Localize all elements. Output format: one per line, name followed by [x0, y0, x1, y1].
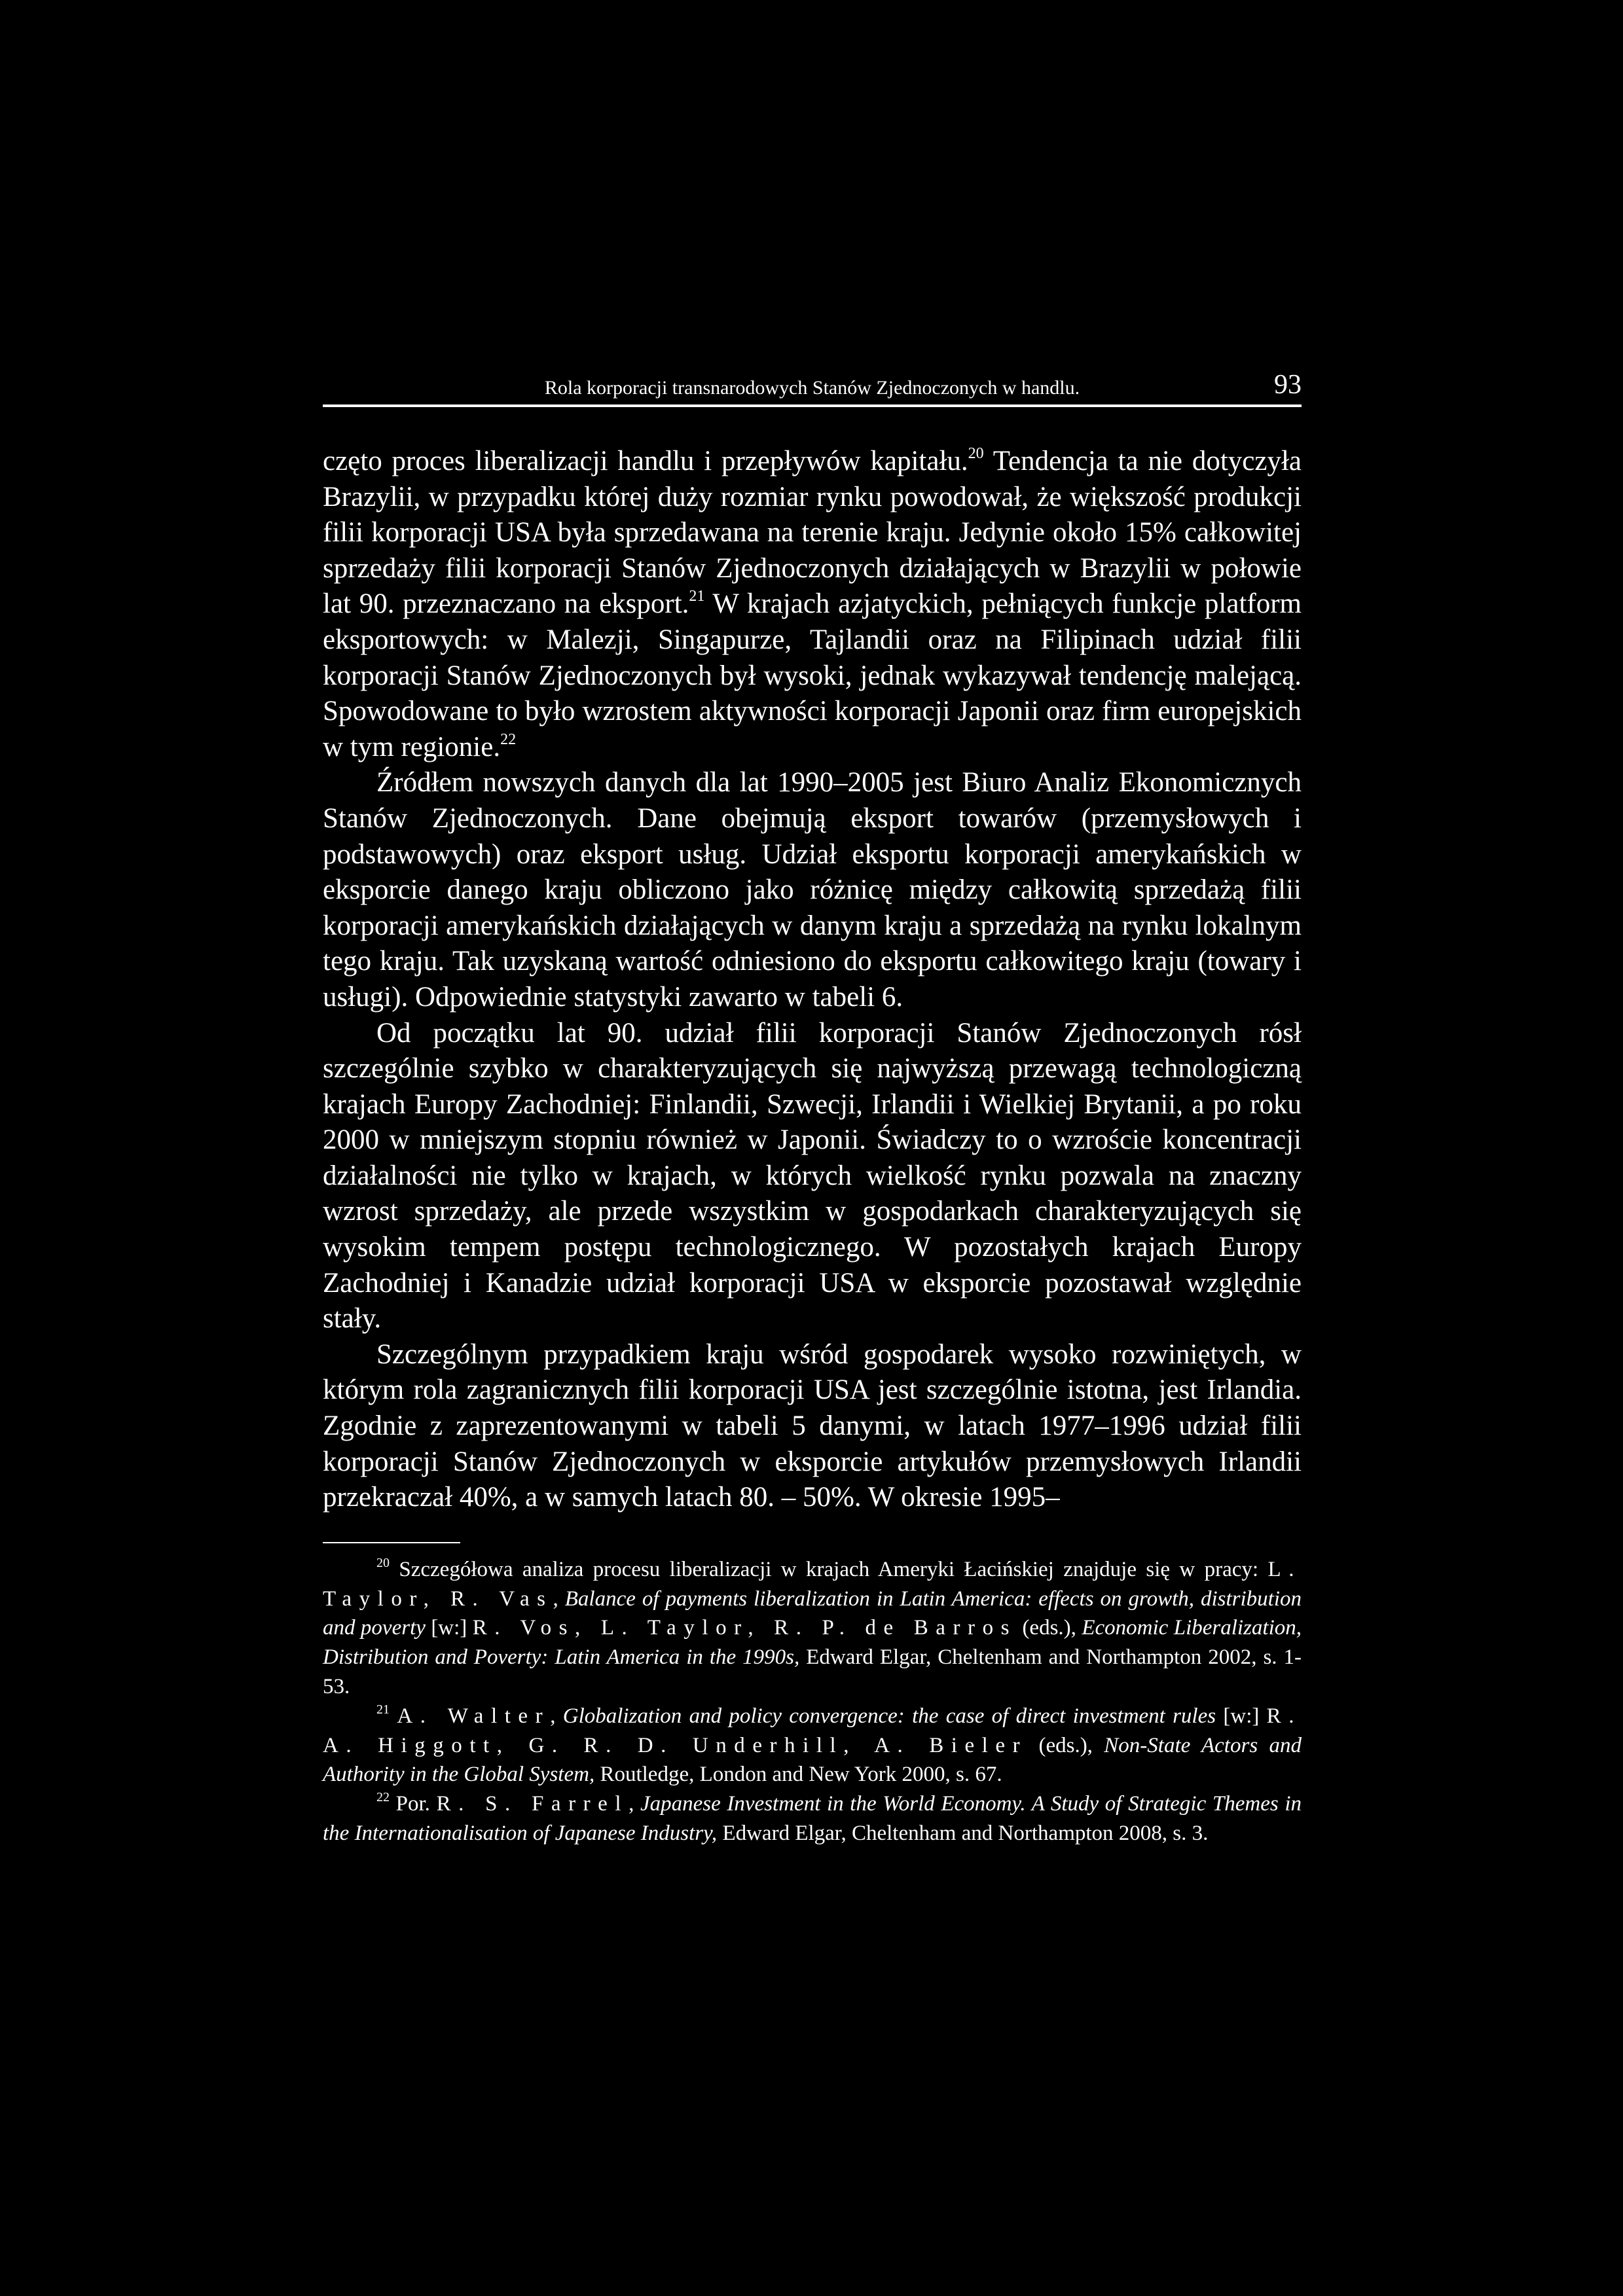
footnote-text: , [629, 1792, 640, 1816]
footnote-text: Por. [390, 1792, 437, 1816]
page-number: 93 [1274, 370, 1302, 400]
footnote-text: Szczegółowa analiza procesu liberalizacji w krajach Ameryki Łacińskiej znajduje się w pracy: [390, 1557, 1268, 1581]
footnote-text: [w:] [425, 1616, 473, 1640]
footnote-22 [323, 1789, 1302, 1848]
footnote-text: (eds.), [1017, 1616, 1082, 1640]
footnote-title: Japanese Investment in the World Economy. A Study of Strategic Themes in the Internationalisation of Japanese Industry, [323, 1792, 1302, 1845]
footnote-author: R. S. Farrel [436, 1792, 629, 1816]
paragraph-1-part-2: Tendencja ta nie dotyczyła Brazylii, w przypadku której duży rozmiar rynku powodował, że większość produkcji filii korporacji USA była sprzedawana na terenie kraju. Jedynie około 15% całkowitej sprzedaży filii korporacji Stanów Zjednoczonych działających w Brazylii w połowie lat 90. przeznaczano na eksport. [323, 446, 1302, 620]
footnote-author: R. Vos, L. Taylor, R. P. de Barros [472, 1616, 1017, 1640]
footnote-title: Economic Liberalization, Distribution and Poverty: Latin America in the 1990s, [323, 1616, 1302, 1670]
running-head [323, 360, 1302, 407]
footnote-text [390, 1704, 397, 1728]
footnote-title: Globalization and policy convergence: the case of direct investment rules [562, 1704, 1216, 1728]
footnote-number: 22 [376, 1790, 390, 1805]
running-title: Rola korporacji transnarodowych Stanów Zjednoczonych w handlu. [544, 377, 1080, 399]
body-text [323, 444, 1302, 1516]
footnote-text: , [553, 1587, 565, 1611]
footnote-author: A. Walter [397, 1704, 551, 1728]
footnote-number: 20 [376, 1555, 390, 1570]
footnote-divider [323, 1542, 460, 1543]
paragraph-1 [323, 444, 1302, 765]
paragraph-1-part-3: W krajach azjatyckich, pełniących funkcje platform eksportowych: w Malezji, Singapurze, Tajlandii oraz na Filipinach udział filii korporacji Stanów Zjednoczonych był wysoki, jednak wykazywał tendencję malejącą. Spowodowane to było wzrostem aktywności korporacji Japonii oraz firm europejskich w tym regionie. [323, 588, 1302, 762]
footnote-author: R. A. Higgott, G. R. D. Underhill, A. Bieler [323, 1704, 1302, 1757]
footnote-ref-20: 20 [968, 445, 984, 462]
footnote-text: [w:] [1216, 1704, 1267, 1728]
footnote-21 [323, 1702, 1302, 1789]
footnotes [323, 1555, 1302, 1848]
footnote-title: Non-State Actors and Authority in the Global System, [323, 1733, 1302, 1787]
paragraph-1-part-1: częto proces liberalizacji handlu i przepływów kapitału. [323, 446, 968, 476]
footnote-author: L. Taylor, R. Vas [323, 1557, 1302, 1611]
paragraph-2: Źródłem nowszych danych dla lat 1990–2005 jest Biuro Analiz Ekonomicznych Stanów Zjednoczonych. Dane obejmują eksport towarów (przemysłowych i podstawowych) oraz eksport usług. Udział eksportu korporacji amerykańskich w eksporcie danego kraju obliczono jako różnicę między całkowitą sprzedażą filii korporacji amerykańskich działających w danym kraju a sprzedażą na rynku lokalnym tego kraju. Tak uzyskaną wartość odniesiono do eksportu całkowitego kraju (towary i usługi). Odpowiednie statystyki zawarto w tabeli 6. [323, 767, 1302, 1013]
footnote-text: , [550, 1704, 563, 1728]
footnote-ref-21: 21 [689, 588, 705, 605]
footnote-text: Edward Elgar, Cheltenham and Northampton 2008, s. 3. [717, 1821, 1209, 1845]
footnote-20 [323, 1555, 1302, 1702]
footnote-text: (eds.), [1027, 1733, 1104, 1757]
paragraph-4: Szczególnym przypadkiem kraju wśród gospodarek wysoko rozwiniętych, w którym rola zagranicznych filii korporacji USA jest szczególnie istotna, jest Irlandia. Zgodnie z zaprezentowanymi w tabeli 5 danymi, w latach 1977–1996 udział filii korporacji Stanów Zjednoczonych w eksporcie artykułów przemysłowych Irlandii przekraczał 40%, a w samych latach 80. – 50%. W okresie 1995– [323, 1338, 1302, 1513]
paragraph-3: Od początku lat 90. udział filii korporacji Stanów Zjednoczonych rósł szczególnie szybko w charakteryzujących się najwyższą przewagą technologiczną krajach Europy Zachodniej: Finlandii, Szwecji, Irlandii i Wielkiej Brytanii, a po roku 2000 w mniejszym stopniu również w Japonii. Świadczy to o wzroście koncentracji działalności nie tylko w krajach, w których wielkość rynku pozwala na znaczny wzrost sprzedaży, ale przede wszystkim w gospodarkach charakteryzujących się wysokim tempem postępu technologicznego. W pozostałych krajach Europy Zachodniej i Kanadzie udział korporacji USA w eksporcie pozostawał względnie stały. [323, 1017, 1302, 1335]
footnote-number: 21 [376, 1702, 390, 1717]
book-page [323, 360, 1302, 1964]
footnote-text: Routledge, London and New York 2000, s. 67. [594, 1763, 1002, 1787]
footnote-title: Balance of payments liberalization in Latin America: effects on growth, distribution and poverty [323, 1587, 1302, 1640]
footnote-ref-22: 22 [500, 730, 517, 748]
footnote-text: Edward Elgar, Cheltenham and Northampton 2002, s. 1-53. [323, 1645, 1302, 1698]
